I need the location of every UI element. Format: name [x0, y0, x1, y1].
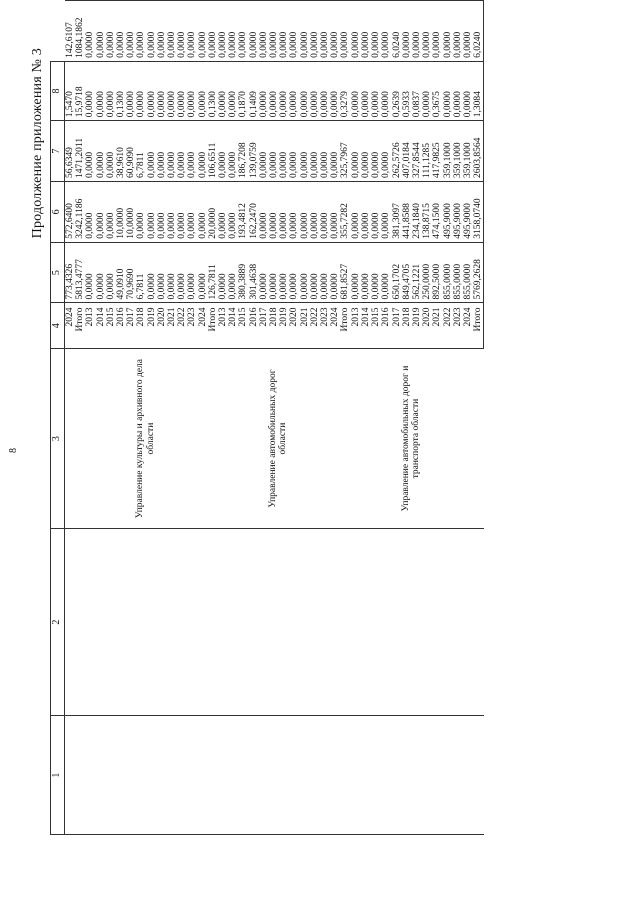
table-row — [85, 1, 95, 835]
other-cell: 0,0000 — [218, 1, 228, 62]
regional-cell: 0,0000 — [371, 121, 381, 182]
local-cell: 0,3675 — [432, 61, 442, 120]
regional-cell: 186,7208 — [238, 121, 248, 182]
total-cell: 855,0000 — [463, 242, 473, 303]
local-cell: 0,0000 — [463, 61, 473, 120]
page-number: 8 — [8, 448, 19, 453]
year-cell: 2022 — [310, 303, 320, 349]
total-cell: 49,0910 — [116, 242, 126, 303]
table-body — [65, 1, 484, 835]
executor-cell — [85, 349, 218, 529]
regional-cell: 0,0000 — [300, 121, 310, 182]
other-cell: 0,0000 — [238, 1, 248, 62]
executor-name: Управление культуры и архивного дела области — [135, 358, 156, 519]
year-cell: 2018 — [136, 303, 146, 349]
local-cell: 0,0000 — [167, 61, 177, 120]
table-row — [65, 1, 76, 835]
year-cell: 2021 — [300, 303, 310, 349]
regional-cell: 0,0000 — [279, 121, 289, 182]
other-cell: 0,0000 — [320, 1, 330, 62]
total-cell: 126,7811 — [208, 242, 218, 303]
column-header: 6 — [51, 181, 65, 242]
total-cell: 250,0000 — [422, 242, 432, 303]
year-cell: 2019 — [147, 303, 157, 349]
regional-cell: 0,0000 — [361, 121, 371, 182]
federal-cell: 3242,1186 — [75, 181, 85, 242]
other-cell: 0,0000 — [187, 1, 197, 62]
year-cell: 2021 — [167, 303, 177, 349]
column-1-cell — [218, 716, 351, 835]
local-cell: 0,0000 — [351, 61, 361, 120]
regional-cell: 0,0000 — [167, 121, 177, 182]
local-cell: 0,0000 — [453, 61, 463, 120]
local-cell: 0,0837 — [412, 61, 422, 120]
total-cell: 0,0000 — [187, 242, 197, 303]
year-cell: 2014 — [228, 303, 238, 349]
federal-cell: 0,0000 — [300, 181, 310, 242]
federal-cell: 0,0000 — [85, 181, 95, 242]
column-2-cell — [218, 529, 351, 716]
federal-cell: 572,6400 — [65, 181, 76, 242]
year-cell: 2013 — [85, 303, 95, 349]
column-header: 5 — [51, 242, 65, 303]
local-cell: 0,0000 — [361, 61, 371, 120]
total-cell: 70,9690 — [126, 242, 136, 303]
regional-cell: 106,6511 — [208, 121, 218, 182]
total-cell: 0,0000 — [177, 242, 187, 303]
year-cell: 2014 — [96, 303, 106, 349]
local-cell: 0,0000 — [422, 61, 432, 120]
federal-cell: 162,2470 — [249, 181, 259, 242]
other-cell: 0,0000 — [463, 1, 473, 62]
year-cell: 2022 — [177, 303, 187, 349]
executor-name: Управление автомобильных дорог области — [268, 369, 289, 508]
column-2-cell — [65, 529, 86, 716]
total-cell: 0,0000 — [330, 242, 340, 303]
total-cell: 0,0000 — [157, 242, 167, 303]
executor-cell — [65, 349, 86, 529]
local-cell: 0,0000 — [96, 61, 106, 120]
total-cell: 773,4326 — [65, 242, 76, 303]
year-cell: 2019 — [412, 303, 422, 349]
regional-cell: 0,0000 — [330, 121, 340, 182]
federal-cell: 355,7282 — [340, 181, 350, 242]
regional-cell: 0,0000 — [351, 121, 361, 182]
executor-name: Управление автомобильных дорог и транспорта области — [400, 365, 421, 512]
other-cell: 0,0000 — [300, 1, 310, 62]
other-cell: 0,0000 — [340, 1, 350, 62]
other-cell: 142,6107 — [65, 1, 76, 62]
federal-cell: 10,0000 — [116, 181, 126, 242]
regional-cell: 417,9825 — [432, 121, 442, 182]
federal-cell: 0,0000 — [381, 181, 391, 242]
local-cell: 0,0000 — [289, 61, 299, 120]
year-cell: 2017 — [259, 303, 269, 349]
regional-cell: 0,0000 — [218, 121, 228, 182]
federal-cell: 0,0000 — [136, 181, 146, 242]
year-cell: 2013 — [351, 303, 361, 349]
local-cell: 0,0000 — [310, 61, 320, 120]
total-cell: 0,0000 — [167, 242, 177, 303]
total-cell: 0,0000 — [96, 242, 106, 303]
other-cell: 1084,1862 — [75, 1, 85, 62]
local-cell: 0,0000 — [126, 61, 136, 120]
regional-cell: 6,7811 — [136, 121, 146, 182]
local-cell: 0,0000 — [187, 61, 197, 120]
regional-cell: 139,0759 — [249, 121, 259, 182]
federal-cell: 0,0000 — [371, 181, 381, 242]
other-cell: 0,0000 — [198, 1, 208, 62]
local-cell: 15,9718 — [75, 61, 85, 120]
other-cell: 0,0000 — [412, 1, 422, 62]
column-header: 7 — [51, 121, 65, 182]
other-cell: 0,0000 — [432, 1, 442, 62]
column-header: 1 — [51, 716, 65, 835]
year-cell: Итого — [473, 303, 484, 349]
local-cell: 0,5933 — [402, 61, 412, 120]
federal-cell: 0,0000 — [147, 181, 157, 242]
year-cell: 2015 — [106, 303, 116, 349]
regional-cell: 0,0000 — [187, 121, 197, 182]
column-1-cell — [351, 716, 484, 835]
column-number-row — [51, 1, 65, 835]
regional-cell: 2603,8564 — [473, 121, 484, 182]
federal-cell: 0,0000 — [187, 181, 197, 242]
federal-cell: 0,0000 — [218, 181, 228, 242]
year-cell: 2023 — [320, 303, 330, 349]
other-cell: 0,0000 — [116, 1, 126, 62]
local-cell: 0,0000 — [177, 61, 187, 120]
federal-cell: 0,0000 — [361, 181, 371, 242]
regional-cell: 359,1000 — [453, 121, 463, 182]
federal-cell: 381,3097 — [392, 181, 402, 242]
total-cell: 0,0000 — [361, 242, 371, 303]
year-cell: 2023 — [453, 303, 463, 349]
total-cell: 0,0000 — [289, 242, 299, 303]
other-cell: 0,0000 — [443, 1, 453, 62]
continuation-title: Продолжение приложения № 3 — [30, 48, 45, 239]
year-cell: 2020 — [422, 303, 432, 349]
federal-cell: 3158,0740 — [473, 181, 484, 242]
regional-cell: 0,0000 — [147, 121, 157, 182]
federal-cell: 0,0000 — [320, 181, 330, 242]
local-cell: 1,3084 — [473, 61, 484, 120]
regional-cell: 111,1285 — [422, 121, 432, 182]
federal-cell: 495,9000 — [463, 181, 473, 242]
total-cell: 892,5000 — [432, 242, 442, 303]
federal-cell: 474,1500 — [432, 181, 442, 242]
regional-cell: 359,1000 — [463, 121, 473, 182]
local-cell: 0,1409 — [249, 61, 259, 120]
total-cell: 681,8527 — [340, 242, 350, 303]
year-cell: Итого — [340, 303, 350, 349]
year-cell: 2013 — [218, 303, 228, 349]
other-cell: 0,0000 — [177, 1, 187, 62]
total-cell: 0,0000 — [371, 242, 381, 303]
regional-cell: 0,0000 — [381, 121, 391, 182]
year-cell: 2016 — [381, 303, 391, 349]
year-cell: 2023 — [187, 303, 197, 349]
year-cell: 2016 — [116, 303, 126, 349]
local-cell: 0,0000 — [198, 61, 208, 120]
year-cell: 2017 — [392, 303, 402, 349]
year-cell: 2024 — [330, 303, 340, 349]
regional-cell: 0,0000 — [289, 121, 299, 182]
column-header: 2 — [51, 529, 65, 716]
regional-cell: 327,8544 — [412, 121, 422, 182]
federal-cell: 0,0000 — [269, 181, 279, 242]
year-cell: 2016 — [249, 303, 259, 349]
total-cell: 650,1702 — [392, 242, 402, 303]
total-cell: 0,0000 — [259, 242, 269, 303]
other-cell: 0,0000 — [106, 1, 116, 62]
local-cell: 0,0000 — [300, 61, 310, 120]
year-cell: 2022 — [443, 303, 453, 349]
other-cell: 0,0000 — [167, 1, 177, 62]
federal-cell: 20,0000 — [208, 181, 218, 242]
local-cell: 0,0000 — [381, 61, 391, 120]
year-cell: 2024 — [463, 303, 473, 349]
other-cell: 0,0000 — [402, 1, 412, 62]
other-cell: 0,0000 — [310, 1, 320, 62]
regional-cell: 0,0000 — [85, 121, 95, 182]
regional-cell: 407,0184 — [402, 121, 412, 182]
federal-cell: 138,8715 — [422, 181, 432, 242]
year-cell: Итого — [208, 303, 218, 349]
year-cell: 2015 — [371, 303, 381, 349]
other-cell: 0,0000 — [249, 1, 259, 62]
regional-cell: 38,9610 — [116, 121, 126, 182]
year-cell: 2014 — [361, 303, 371, 349]
total-cell: 0,0000 — [300, 242, 310, 303]
federal-cell: 495,9000 — [453, 181, 463, 242]
other-cell: 0,0000 — [371, 1, 381, 62]
regional-cell: 0,0000 — [310, 121, 320, 182]
regional-cell: 0,0000 — [269, 121, 279, 182]
total-cell: 5813,4777 — [75, 242, 85, 303]
federal-cell: 10,0000 — [126, 181, 136, 242]
year-cell: Итого — [75, 303, 85, 349]
federal-cell: 0,0000 — [157, 181, 167, 242]
local-cell: 0,0000 — [371, 61, 381, 120]
other-cell: 0,0000 — [157, 1, 167, 62]
local-cell: 0,3279 — [340, 61, 350, 120]
local-cell: 0,2639 — [392, 61, 402, 120]
other-cell: 0,0000 — [269, 1, 279, 62]
local-cell: 0,1300 — [116, 61, 126, 120]
year-cell: 2020 — [157, 303, 167, 349]
total-cell: 301,4638 — [249, 242, 259, 303]
column-1-cell — [85, 716, 218, 835]
total-cell: 0,0000 — [147, 242, 157, 303]
other-cell: 0,0000 — [422, 1, 432, 62]
other-cell: 0,0000 — [208, 1, 218, 62]
federal-cell: 441,8588 — [402, 181, 412, 242]
federal-cell: 0,0000 — [106, 181, 116, 242]
total-cell: 0,0000 — [85, 242, 95, 303]
column-2-cell — [85, 529, 218, 716]
federal-cell: 495,9000 — [443, 181, 453, 242]
column-header: 3 — [51, 349, 65, 529]
table-row — [218, 1, 228, 835]
other-cell: 0,0000 — [147, 1, 157, 62]
total-cell: 0,0000 — [106, 242, 116, 303]
local-cell: 0,0000 — [279, 61, 289, 120]
year-cell: 2019 — [279, 303, 289, 349]
other-cell: 0,0000 — [330, 1, 340, 62]
local-cell: 0,0000 — [330, 61, 340, 120]
total-cell: 0,0000 — [218, 242, 228, 303]
regional-cell: 0,0000 — [106, 121, 116, 182]
local-cell: 0,0000 — [269, 61, 279, 120]
federal-cell: 0,0000 — [96, 181, 106, 242]
column-header: 4 — [51, 303, 65, 349]
total-cell: 0,0000 — [381, 242, 391, 303]
local-cell: 0,0000 — [320, 61, 330, 120]
federal-cell: 193,4812 — [238, 181, 248, 242]
year-cell: 2024 — [198, 303, 208, 349]
federal-cell: 0,0000 — [279, 181, 289, 242]
column-header: 8 — [51, 61, 65, 120]
total-cell: 0,0000 — [351, 242, 361, 303]
other-cell: 0,0000 — [351, 1, 361, 62]
regional-cell: 56,6349 — [65, 121, 76, 182]
column-1-cell — [65, 716, 86, 835]
appendix-table — [50, 0, 484, 835]
local-cell: 0,0000 — [443, 61, 453, 120]
other-cell: 0,0000 — [126, 1, 136, 62]
other-cell: 0,0000 — [279, 1, 289, 62]
local-cell: 0,0000 — [106, 61, 116, 120]
total-cell: 855,0000 — [443, 242, 453, 303]
regional-cell: 0,0000 — [198, 121, 208, 182]
federal-cell: 0,0000 — [177, 181, 187, 242]
total-cell: 0,0000 — [279, 242, 289, 303]
local-cell: 0,1870 — [238, 61, 248, 120]
regional-cell: 1471,2011 — [75, 121, 85, 182]
federal-cell: 234,1840 — [412, 181, 422, 242]
regional-cell: 0,0000 — [228, 121, 238, 182]
local-cell: 0,0000 — [85, 61, 95, 120]
federal-cell: 0,0000 — [198, 181, 208, 242]
federal-cell: 0,0000 — [259, 181, 269, 242]
regional-cell: 325,7967 — [340, 121, 350, 182]
other-cell: 0,0000 — [96, 1, 106, 62]
other-cell: 0,0000 — [259, 1, 269, 62]
regional-cell: 0,0000 — [259, 121, 269, 182]
year-cell: 2024 — [65, 303, 76, 349]
executor-cell — [218, 349, 351, 529]
other-cell: 0,0000 — [136, 1, 146, 62]
local-cell: 0,0000 — [259, 61, 269, 120]
federal-cell: 0,0000 — [310, 181, 320, 242]
other-cell: 0,0000 — [289, 1, 299, 62]
total-cell: 380,3889 — [238, 242, 248, 303]
regional-cell: 262,5726 — [392, 121, 402, 182]
federal-cell: 0,0000 — [330, 181, 340, 242]
regional-cell: 0,0000 — [96, 121, 106, 182]
year-cell: 2021 — [432, 303, 442, 349]
total-cell: 849,4705 — [402, 242, 412, 303]
local-cell: 0,0000 — [157, 61, 167, 120]
other-cell: 0,0000 — [453, 1, 463, 62]
local-cell: 0,0000 — [218, 61, 228, 120]
regional-cell: 60,9090 — [126, 121, 136, 182]
other-cell: 0,0000 — [361, 1, 371, 62]
other-cell: 0,0000 — [85, 1, 95, 62]
federal-cell: 0,0000 — [167, 181, 177, 242]
year-cell: 2015 — [238, 303, 248, 349]
total-cell: 0,0000 — [198, 242, 208, 303]
total-cell: 855,0000 — [453, 242, 463, 303]
column-2-cell — [351, 529, 484, 716]
total-cell: 0,0000 — [320, 242, 330, 303]
regional-cell: 0,0000 — [157, 121, 167, 182]
total-cell: 0,0000 — [310, 242, 320, 303]
year-cell: 2017 — [126, 303, 136, 349]
federal-cell: 0,0000 — [228, 181, 238, 242]
total-cell: 5769,2628 — [473, 242, 484, 303]
federal-cell: 0,0000 — [351, 181, 361, 242]
other-cell: 0,0000 — [381, 1, 391, 62]
federal-cell: 0,0000 — [289, 181, 299, 242]
year-cell: 2018 — [402, 303, 412, 349]
executor-cell — [351, 349, 484, 529]
other-cell: 6,0240 — [392, 1, 402, 62]
other-cell: 0,0000 — [228, 1, 238, 62]
local-cell: 0,0000 — [136, 61, 146, 120]
regional-cell: 359,1000 — [443, 121, 453, 182]
total-cell: 562,1221 — [412, 242, 422, 303]
regional-cell: 0,0000 — [320, 121, 330, 182]
total-cell: 6,7811 — [136, 242, 146, 303]
year-cell: 2018 — [269, 303, 279, 349]
other-cell: 6,0240 — [473, 1, 484, 62]
regional-cell: 0,0000 — [177, 121, 187, 182]
year-cell: 2020 — [289, 303, 299, 349]
local-cell: 0,0000 — [228, 61, 238, 120]
local-cell: 0,1300 — [208, 61, 218, 120]
local-cell: 0,0000 — [147, 61, 157, 120]
total-cell: 0,0000 — [269, 242, 279, 303]
total-cell: 0,0000 — [228, 242, 238, 303]
table-row — [351, 1, 361, 835]
local-cell: 1,5470 — [65, 61, 76, 120]
